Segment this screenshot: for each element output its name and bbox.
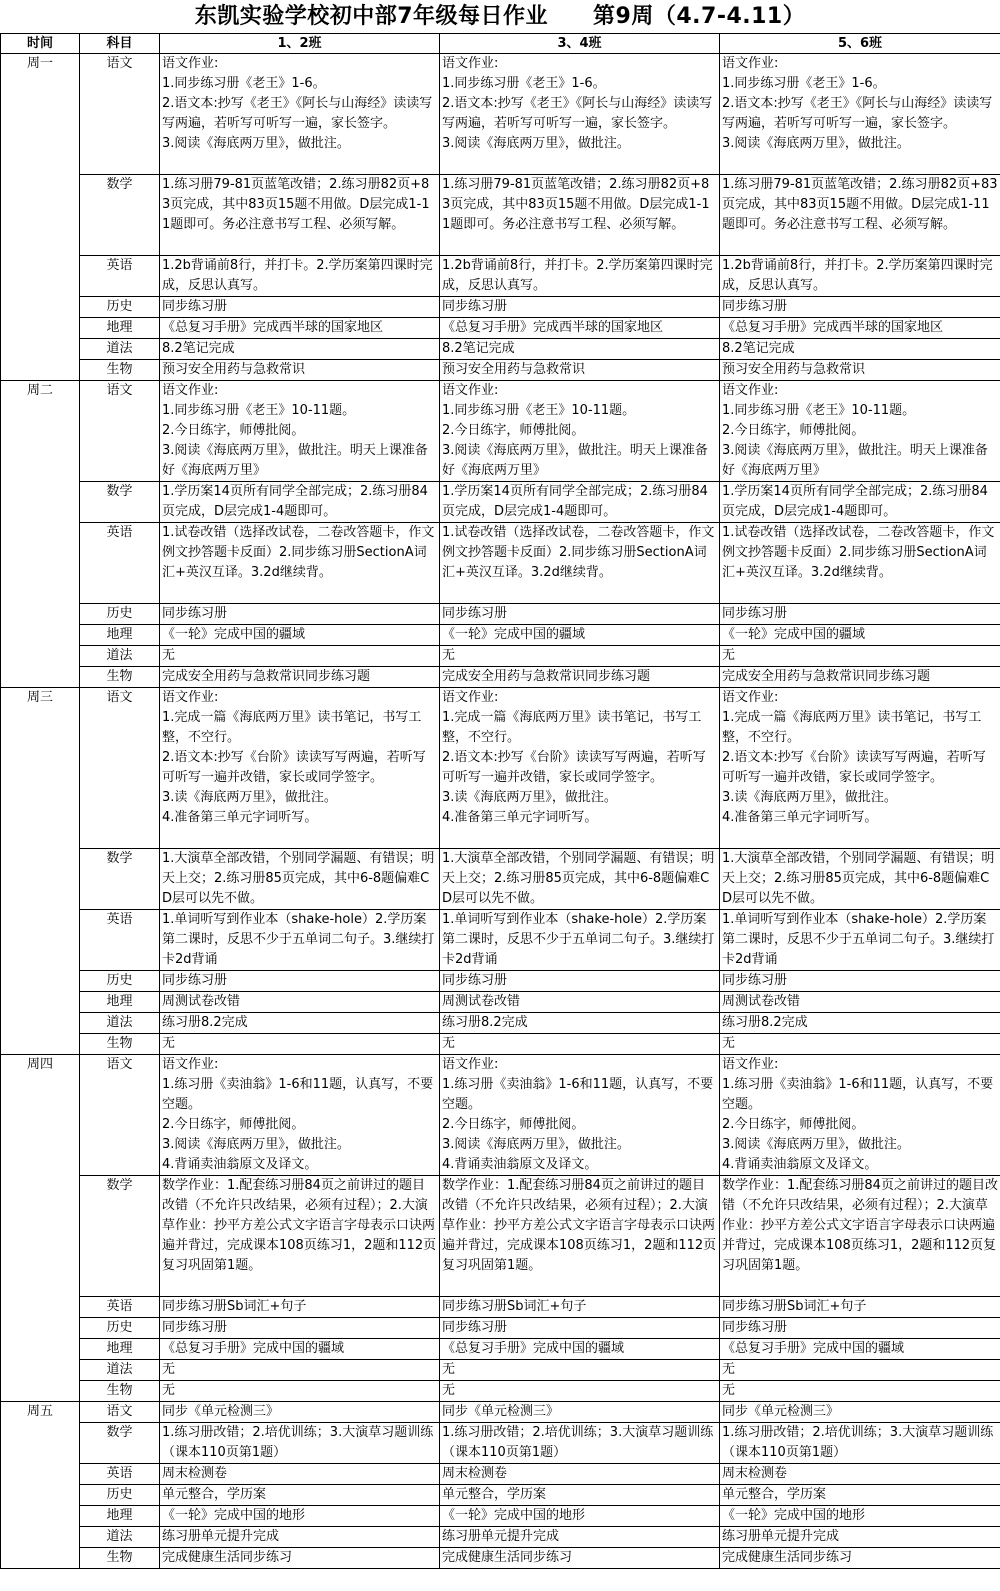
homework-cell-class-group-1: 同步练习册Sb词汇+句子 <box>160 1297 440 1318</box>
subject-cell: 道法 <box>80 646 160 667</box>
homework-cell-class-group-3: 8.2笔记完成 <box>720 339 1000 360</box>
homework-cell-class-group-3: 练习册8.2完成 <box>720 1013 1000 1034</box>
homework-cell-class-group-3: 同步练习册 <box>720 1318 1000 1339</box>
homework-cell-class-group-1: 1.练习册改错；2.培优训练；3.大演草习题训练（课本110页第1题） <box>160 1423 440 1464</box>
homework-cell-class-group-1: 练习册单元提升完成 <box>160 1527 440 1548</box>
homework-cell-class-group-3: 语文作业: 1.同步练习册《老王》10-11题。 2.今日练字，师傅批阅。 3.阅读《海底两万里》，做批注。明天上课准备好《海底两万里》 <box>720 381 1000 482</box>
homework-cell-class-group-2: 练习册单元提升完成 <box>440 1527 720 1548</box>
table-row <box>1 1013 1000 1034</box>
header-class-5-6: 5、6班 <box>720 34 1000 54</box>
homework-cell-class-group-3: 1.练习册79-81页蓝笔改错；2.练习册82页+83页完成，其中83页15题不用做。D层完成1-11题即可。务必注意书写工程、必须写解。 <box>720 175 1000 256</box>
homework-cell-class-group-3: 单元整合，学历案 <box>720 1485 1000 1506</box>
homework-cell-class-group-1: 《一轮》完成中国的地形 <box>160 1506 440 1527</box>
homework-cell-class-group-2: 同步练习册Sb词汇+句子 <box>440 1297 720 1318</box>
subject-cell: 生物 <box>80 1381 160 1402</box>
table-row <box>1 1360 1000 1381</box>
homework-cell-class-group-3: 1.大演草全部改错，个别同学漏题、有错误；明天上交；2.练习册85页完成，其中6-8题偏难CD层可以先不做。 <box>720 849 1000 910</box>
homework-cell-class-group-2: 8.2笔记完成 <box>440 339 720 360</box>
subject-cell: 历史 <box>80 971 160 992</box>
homework-cell-class-group-3: 1.试卷改错（选择改试卷，二卷改答题卡，作文例文抄答题卡反面）2.同步练习册SectionA词汇+英汉互译。3.2d继续背。 <box>720 523 1000 604</box>
table-body <box>1 54 1000 1569</box>
homework-cell-class-group-2: 周测试卷改错 <box>440 992 720 1013</box>
homework-cell-class-group-2: 1.试卷改错（选择改试卷，二卷改答题卡，作文例文抄答题卡反面）2.同步练习册SectionA词汇+英汉互译。3.2d继续背。 <box>440 523 720 604</box>
homework-cell-class-group-3: 数学作业：1.配套练习册84页之前讲过的题目改错（不允许只改结果，必须有过程）；2.大演草作业：抄平方差公式文字语言字母表示口诀两遍并背过，完成课本108页练习1，2题和112页复习巩固第1题。 <box>720 1176 1000 1297</box>
homework-cell-class-group-1: 1.学历案14页所有同学全部完成；2.练习册84页完成，D层完成1-4题即可。 <box>160 482 440 523</box>
table-row <box>1 1402 1000 1423</box>
homework-cell-class-group-2: 数学作业：1.配套练习册84页之前讲过的题目改错（不允许只改结果，必须有过程）；2.大演草作业：抄平方差公式文字语言字母表示口诀两遍并背过，完成课本108页练习1，2题和112页复习巩固第1题。 <box>440 1176 720 1297</box>
subject-cell: 道法 <box>80 1527 160 1548</box>
subject-cell: 语文 <box>80 1055 160 1176</box>
homework-cell-class-group-2: 同步练习册 <box>440 1318 720 1339</box>
subject-cell: 英语 <box>80 1297 160 1318</box>
homework-cell-class-group-2: 完成健康生活同步练习 <box>440 1548 720 1569</box>
homework-cell-class-group-3: 《总复习手册》完成中国的疆域 <box>720 1339 1000 1360</box>
homework-table <box>0 33 1000 1569</box>
subject-cell: 英语 <box>80 256 160 297</box>
homework-cell-class-group-3: 同步练习册 <box>720 297 1000 318</box>
homework-cell-class-group-3: 无 <box>720 646 1000 667</box>
header-class-3-4: 3、4班 <box>440 34 720 54</box>
subject-cell: 语文 <box>80 688 160 849</box>
homework-cell-class-group-3: 周末检测卷 <box>720 1464 1000 1485</box>
homework-cell-class-group-1: 1.试卷改错（选择改试卷，二卷改答题卡，作文例文抄答题卡反面）2.同步练习册SectionA词汇+英汉互译。3.2d继续背。 <box>160 523 440 604</box>
homework-cell-class-group-2: 《一轮》完成中国的疆域 <box>440 625 720 646</box>
table-row <box>1 688 1000 849</box>
table-row <box>1 482 1000 523</box>
homework-cell-class-group-3: 完成健康生活同步练习 <box>720 1548 1000 1569</box>
subject-cell: 生物 <box>80 667 160 688</box>
homework-cell-class-group-1: 同步练习册 <box>160 971 440 992</box>
homework-cell-class-group-3: 语文作业: 1.同步练习册《老王》1-6。 2.语文本:抄写《老王》《阿长与山海经》读读写写两遍，若听写可听写一遍，家长签字。 3.阅读《海底两万里》，做批注。 <box>720 54 1000 175</box>
homework-cell-class-group-1: 语文作业: 1.同步练习册《老王》10-11题。 2.今日练字，师傅批阅。 3.阅读《海底两万里》，做批注。明天上课准备好《海底两万里》 <box>160 381 440 482</box>
day-cell: 周三 <box>1 688 80 1055</box>
subject-cell: 历史 <box>80 604 160 625</box>
table-row <box>1 1176 1000 1297</box>
header-subject: 科目 <box>80 34 160 54</box>
homework-cell-class-group-3: 1.练习册改错；2.培优训练；3.大演草习题训练（课本110页第1题） <box>720 1423 1000 1464</box>
homework-cell-class-group-2: 《总复习手册》完成中国的疆域 <box>440 1339 720 1360</box>
subject-cell: 数学 <box>80 482 160 523</box>
homework-cell-class-group-3: 语文作业: 1.完成一篇《海底两万里》读书笔记，书写工整，不空行。 2.语文本:抄写《台阶》读读写写两遍，若听写可听写一遍并改错，家长或同学签字。 3.读《海底两万里》，做批注。 4.准备第三单元字词听写。 <box>720 688 1000 849</box>
homework-cell-class-group-1: 练习册8.2完成 <box>160 1013 440 1034</box>
homework-cell-class-group-1: 同步练习册 <box>160 1318 440 1339</box>
header-class-1-2: 1、2班 <box>160 34 440 54</box>
homework-cell-class-group-2: 单元整合，学历案 <box>440 1485 720 1506</box>
subject-cell: 历史 <box>80 1318 160 1339</box>
table-row <box>1 646 1000 667</box>
homework-cell-class-group-1: 无 <box>160 1034 440 1055</box>
day-cell: 周四 <box>1 1055 80 1402</box>
table-row <box>1 1423 1000 1464</box>
homework-cell-class-group-2: 无 <box>440 1360 720 1381</box>
homework-cell-class-group-1: 无 <box>160 1381 440 1402</box>
table-row <box>1 297 1000 318</box>
homework-cell-class-group-2: 1.大演草全部改错，个别同学漏题、有错误；明天上交；2.练习册85页完成，其中6-8题偏难CD层可以先不做。 <box>440 849 720 910</box>
homework-cell-class-group-1: 同步练习册 <box>160 297 440 318</box>
homework-cell-class-group-1: 无 <box>160 1360 440 1381</box>
table-row <box>1 971 1000 992</box>
table-row <box>1 339 1000 360</box>
homework-cell-class-group-2: 同步练习册 <box>440 604 720 625</box>
homework-cell-class-group-3: 1.2b背诵前8行，并打卡。2.学历案第四课时完成，反思认真写。 <box>720 256 1000 297</box>
header-time: 时间 <box>1 34 80 54</box>
homework-cell-class-group-2: 1.练习册79-81页蓝笔改错；2.练习册82页+83页完成，其中83页15题不用做。D层完成1-11题即可。务必注意书写工程、必须写解。 <box>440 175 720 256</box>
subject-cell: 地理 <box>80 625 160 646</box>
table-row <box>1 175 1000 256</box>
day-cell: 周一 <box>1 54 80 381</box>
table-row <box>1 1055 1000 1176</box>
homework-cell-class-group-2: 无 <box>440 646 720 667</box>
homework-cell-class-group-1: 同步练习册 <box>160 604 440 625</box>
homework-cell-class-group-3: 预习安全用药与急救常识 <box>720 360 1000 381</box>
homework-cell-class-group-3: 同步《单元检测三》 <box>720 1402 1000 1423</box>
subject-cell: 道法 <box>80 339 160 360</box>
homework-cell-class-group-3: 同步练习册 <box>720 604 1000 625</box>
homework-cell-class-group-1: 单元整合，学历案 <box>160 1485 440 1506</box>
homework-cell-class-group-1: 完成安全用药与急救常识同步练习题 <box>160 667 440 688</box>
homework-cell-class-group-1: 周末检测卷 <box>160 1464 440 1485</box>
homework-cell-class-group-2: 无 <box>440 1034 720 1055</box>
homework-cell-class-group-2: 完成安全用药与急救常识同步练习题 <box>440 667 720 688</box>
subject-cell: 生物 <box>80 1548 160 1569</box>
homework-cell-class-group-2: 《一轮》完成中国的地形 <box>440 1506 720 1527</box>
subject-cell: 语文 <box>80 381 160 482</box>
table-row <box>1 604 1000 625</box>
homework-cell-class-group-1: 1.单词听写到作业本（shake-hole）2.学历案第二课时，反思不少于五单词二句子。3.继续打卡2d背诵 <box>160 910 440 971</box>
homework-cell-class-group-1: 语文作业: 1.完成一篇《海底两万里》读书笔记，书写工整，不空行。 2.语文本:抄写《台阶》读读写写两遍，若听写可听写一遍并改错，家长或同学签字。 3.读《海底两万里》，做批注。 4.准备第三单元字词听写。 <box>160 688 440 849</box>
table-row <box>1 625 1000 646</box>
homework-cell-class-group-2: 语文作业: 1.完成一篇《海底两万里》读书笔记，书写工整，不空行。 2.语文本:抄写《台阶》读读写写两遍，若听写可听写一遍并改错，家长或同学签字。 3.读《海底两万里》，做批注。 4.准备第三单元字词听写。 <box>440 688 720 849</box>
subject-cell: 历史 <box>80 1485 160 1506</box>
homework-cell-class-group-3: 《总复习手册》完成西半球的国家地区 <box>720 318 1000 339</box>
table-row <box>1 1381 1000 1402</box>
subject-cell: 生物 <box>80 1034 160 1055</box>
subject-cell: 道法 <box>80 1013 160 1034</box>
homework-cell-class-group-2: 同步练习册 <box>440 297 720 318</box>
table-row <box>1 1506 1000 1527</box>
table-row <box>1 1548 1000 1569</box>
homework-cell-class-group-3: 无 <box>720 1381 1000 1402</box>
table-row <box>1 381 1000 482</box>
subject-cell: 语文 <box>80 54 160 175</box>
homework-cell-class-group-2: 《总复习手册》完成西半球的国家地区 <box>440 318 720 339</box>
table-row <box>1 1034 1000 1055</box>
homework-cell-class-group-3: 1.单词听写到作业本（shake-hole）2.学历案第二课时，反思不少于五单词二句子。3.继续打卡2d背诵 <box>720 910 1000 971</box>
homework-cell-class-group-2: 语文作业: 1.同步练习册《老王》10-11题。 2.今日练字，师傅批阅。 3.阅读《海底两万里》，做批注。明天上课准备好《海底两万里》 <box>440 381 720 482</box>
homework-cell-class-group-1: 语文作业: 1.练习册《卖油翁》1-6和11题，认真写，不要空题。 2.今日练字，师傅批阅。 3.阅读《海底两万里》，做批注。 4.背诵卖油翁原文及译文。 <box>160 1055 440 1176</box>
table-row <box>1 992 1000 1013</box>
homework-cell-class-group-1: 《总复习手册》完成西半球的国家地区 <box>160 318 440 339</box>
subject-cell: 语文 <box>80 1402 160 1423</box>
homework-cell-class-group-3: 同步练习册 <box>720 971 1000 992</box>
homework-cell-class-group-2: 1.2b背诵前8行，并打卡。2.学历案第四课时完成，反思认真写。 <box>440 256 720 297</box>
homework-cell-class-group-1: 周测试卷改错 <box>160 992 440 1013</box>
table-row <box>1 54 1000 175</box>
homework-cell-class-group-3: 周测试卷改错 <box>720 992 1000 1013</box>
homework-cell-class-group-2: 同步练习册 <box>440 971 720 992</box>
homework-cell-class-group-2: 语文作业: 1.同步练习册《老王》1-6。 2.语文本:抄写《老王》《阿长与山海经》读读写写两遍，若听写可听写一遍，家长签字。 3.阅读《海底两万里》，做批注。 <box>440 54 720 175</box>
day-cell: 周五 <box>1 1402 80 1569</box>
homework-cell-class-group-1: 同步《单元检测三》 <box>160 1402 440 1423</box>
subject-cell: 历史 <box>80 297 160 318</box>
homework-cell-class-group-1: 《总复习手册》完成中国的疆域 <box>160 1339 440 1360</box>
subject-cell: 地理 <box>80 1506 160 1527</box>
subject-cell: 生物 <box>80 360 160 381</box>
subject-cell: 道法 <box>80 1360 160 1381</box>
homework-cell-class-group-2: 练习册8.2完成 <box>440 1013 720 1034</box>
table-row <box>1 1297 1000 1318</box>
homework-cell-class-group-1: 《一轮》完成中国的疆域 <box>160 625 440 646</box>
homework-cell-class-group-2: 周末检测卷 <box>440 1464 720 1485</box>
homework-cell-class-group-3: 完成安全用药与急救常识同步练习题 <box>720 667 1000 688</box>
table-row <box>1 360 1000 381</box>
subject-cell: 英语 <box>80 523 160 604</box>
subject-cell: 数学 <box>80 175 160 256</box>
table-row <box>1 910 1000 971</box>
homework-cell-class-group-1: 无 <box>160 646 440 667</box>
homework-cell-class-group-1: 数学作业：1.配套练习册84页之前讲过的题目改错（不允许只改结果，必须有过程）；2.大演草作业：抄平方差公式文字语言字母表示口诀两遍并背过，完成课本108页练习1，2题和112页复习巩固第1题。 <box>160 1176 440 1297</box>
homework-cell-class-group-2: 同步《单元检测三》 <box>440 1402 720 1423</box>
homework-cell-class-group-2: 语文作业: 1.练习册《卖油翁》1-6和11题，认真写，不要空题。 2.今日练字，师傅批阅。 3.阅读《海底两万里》，做批注。 4.背诵卖油翁原文及译文。 <box>440 1055 720 1176</box>
header-row <box>1 34 1000 54</box>
table-row <box>1 1318 1000 1339</box>
table-row <box>1 1464 1000 1485</box>
homework-cell-class-group-3: 1.学历案14页所有同学全部完成；2.练习册84页完成，D层完成1-4题即可。 <box>720 482 1000 523</box>
table-row <box>1 318 1000 339</box>
table-row <box>1 849 1000 910</box>
subject-cell: 地理 <box>80 992 160 1013</box>
homework-cell-class-group-2: 预习安全用药与急救常识 <box>440 360 720 381</box>
homework-cell-class-group-1: 1.大演草全部改错，个别同学漏题、有错误；明天上交；2.练习册85页完成，其中6-8题偏难CD层可以先不做。 <box>160 849 440 910</box>
homework-cell-class-group-3: 《一轮》完成中国的疆域 <box>720 625 1000 646</box>
subject-cell: 数学 <box>80 849 160 910</box>
homework-cell-class-group-1: 1.2b背诵前8行，并打卡。2.学历案第四课时完成，反思认真写。 <box>160 256 440 297</box>
homework-cell-class-group-2: 1.学历案14页所有同学全部完成；2.练习册84页完成，D层完成1-4题即可。 <box>440 482 720 523</box>
homework-cell-class-group-1: 预习安全用药与急救常识 <box>160 360 440 381</box>
homework-cell-class-group-3: 无 <box>720 1360 1000 1381</box>
homework-cell-class-group-3: 无 <box>720 1034 1000 1055</box>
subject-cell: 数学 <box>80 1176 160 1297</box>
subject-cell: 地理 <box>80 1339 160 1360</box>
table-row <box>1 667 1000 688</box>
table-row <box>1 1485 1000 1506</box>
homework-cell-class-group-3: 同步练习册Sb词汇+句子 <box>720 1297 1000 1318</box>
homework-cell-class-group-3: 练习册单元提升完成 <box>720 1527 1000 1548</box>
homework-cell-class-group-1: 8.2笔记完成 <box>160 339 440 360</box>
homework-cell-class-group-1: 完成健康生活同步练习 <box>160 1548 440 1569</box>
table-row <box>1 523 1000 604</box>
sheet-title: 东凯实验学校初中部7年级每日作业 第9周（4.7-4.11） <box>194 4 806 29</box>
homework-cell-class-group-1: 1.练习册79-81页蓝笔改错；2.练习册82页+83页完成，其中83页15题不用做。D层完成1-11题即可。务必注意书写工程、必须写解。 <box>160 175 440 256</box>
subject-cell: 地理 <box>80 318 160 339</box>
homework-cell-class-group-1: 语文作业: 1.同步练习册《老王》1-6。 2.语文本:抄写《老王》《阿长与山海经》读读写写两遍，若听写可听写一遍，家长签字。 3.阅读《海底两万里》，做批注。 <box>160 54 440 175</box>
homework-cell-class-group-3: 《一轮》完成中国的地形 <box>720 1506 1000 1527</box>
table-row <box>1 1527 1000 1548</box>
homework-cell-class-group-2: 1.练习册改错；2.培优训练；3.大演草习题训练（课本110页第1题） <box>440 1423 720 1464</box>
table-row <box>1 1339 1000 1360</box>
homework-cell-class-group-2: 1.单词听写到作业本（shake-hole）2.学历案第二课时，反思不少于五单词二句子。3.继续打卡2d背诵 <box>440 910 720 971</box>
homework-cell-class-group-2: 无 <box>440 1381 720 1402</box>
subject-cell: 数学 <box>80 1423 160 1464</box>
homework-cell-class-group-3: 语文作业: 1.练习册《卖油翁》1-6和11题，认真写，不要空题。 2.今日练字，师傅批阅。 3.阅读《海底两万里》，做批注。 4.背诵卖油翁原文及译文。 <box>720 1055 1000 1176</box>
subject-cell: 英语 <box>80 1464 160 1485</box>
subject-cell: 英语 <box>80 910 160 971</box>
day-cell: 周二 <box>1 381 80 688</box>
table-row <box>1 256 1000 297</box>
